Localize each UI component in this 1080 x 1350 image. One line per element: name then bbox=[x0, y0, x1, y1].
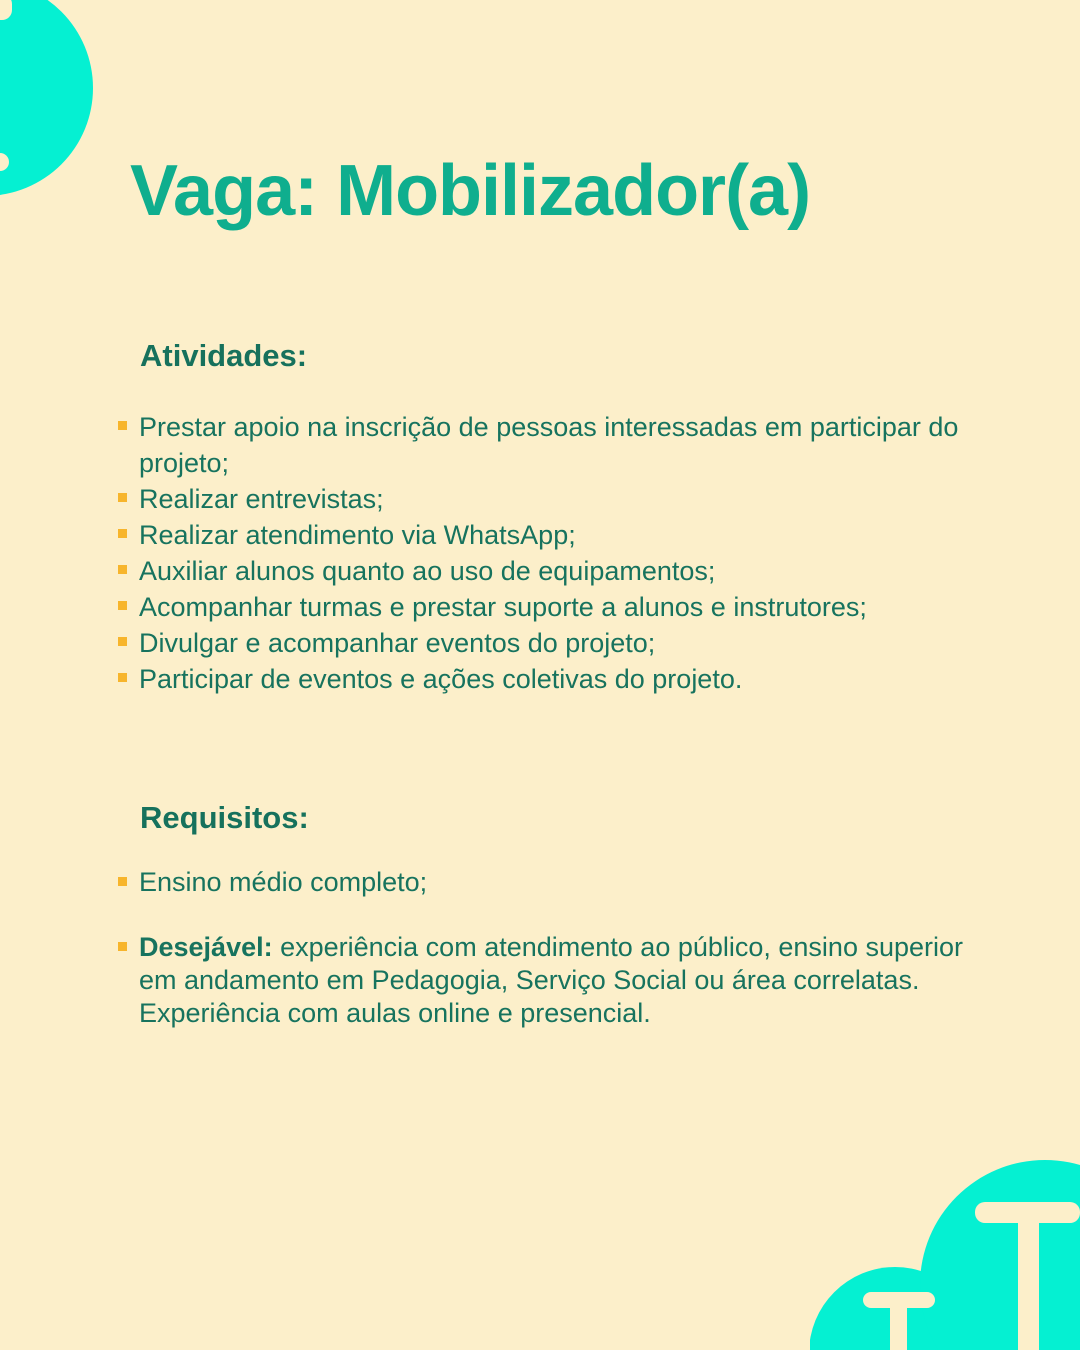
list-item: Acompanhar turmas e prestar suporte a alunos e instrutores; bbox=[118, 589, 978, 625]
list-item: Divulgar e acompanhar eventos do projeto; bbox=[118, 625, 978, 661]
list-item: Participar de eventos e ações coletivas do projeto. bbox=[118, 661, 978, 697]
atividades-list bbox=[118, 409, 978, 697]
list-item: Prestar apoio na inscrição de pessoas interessadas em participar do projeto; bbox=[118, 409, 978, 481]
bullet-icon bbox=[118, 529, 127, 538]
bullet-icon bbox=[118, 493, 127, 502]
list-item bbox=[118, 931, 978, 1030]
list-item: Realizar entrevistas; bbox=[118, 481, 978, 517]
requisitos-heading: Requisitos: bbox=[140, 800, 309, 835]
atividades-heading: Atividades: bbox=[140, 338, 308, 373]
bullet-icon bbox=[118, 637, 127, 646]
bullet-icon bbox=[118, 877, 127, 886]
list-item: Auxiliar alunos quanto ao uso de equipamentos; bbox=[118, 553, 978, 589]
bullet-icon bbox=[118, 601, 127, 610]
tree-icon bbox=[810, 1160, 1080, 1350]
requisitos-list bbox=[118, 866, 978, 1030]
bullet-icon bbox=[118, 673, 127, 682]
list-item: Realizar atendimento via WhatsApp; bbox=[118, 517, 978, 553]
tree-icon bbox=[0, 0, 100, 220]
page-title: Vaga: Mobilizador(a) bbox=[130, 151, 811, 231]
bullet-icon bbox=[118, 421, 127, 430]
desejavel-label: Desejável: bbox=[139, 932, 273, 962]
desejavel-text: experiência com atendimento ao público, ensino superior em andamento em Pedagogia, Serviço Social ou área correlatas. Experiência com aulas online e presencial. bbox=[139, 932, 964, 1028]
list-item: Ensino médio completo; bbox=[118, 866, 978, 899]
bullet-icon bbox=[118, 565, 127, 574]
bullet-icon bbox=[118, 942, 127, 951]
